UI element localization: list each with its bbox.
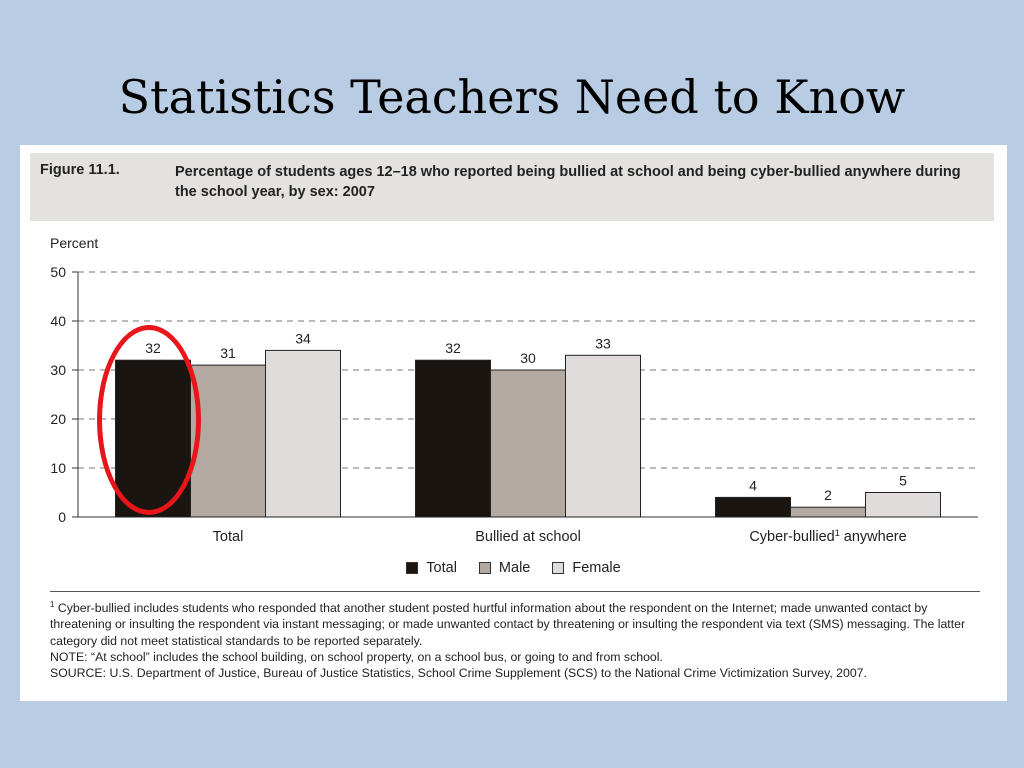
legend-label-male: Male: [498, 560, 531, 576]
data-label: 30: [520, 350, 536, 366]
footnote-divider: [50, 591, 980, 592]
bar-male: [491, 370, 566, 517]
legend-swatch-total: [406, 562, 418, 574]
bar-male: [191, 365, 266, 517]
data-label: 34: [295, 330, 311, 347]
highlight-circle: [97, 325, 201, 515]
data-label: 5: [899, 472, 907, 489]
x-category-label: Cyber-bullied$^1$ anywhere: [749, 528, 907, 545]
bar-total: [416, 360, 491, 517]
y-tick-label: 30: [50, 362, 66, 378]
legend-label-female: Female: [572, 560, 621, 576]
data-label: 33: [595, 335, 611, 352]
y-axis-label: Percent: [50, 235, 99, 251]
y-tick-label: 0: [58, 509, 66, 525]
footnote-marker: 1: [50, 600, 55, 609]
bar-female: [566, 355, 641, 517]
y-tick-label: 40: [50, 313, 66, 329]
figure-label: Figure 11.1.: [40, 162, 120, 178]
legend-item-male: [479, 560, 530, 576]
legend-item-total: [406, 560, 457, 576]
footnote-source: SOURCE: U.S. Department of Justice, Bureau of Justice Statistics, School Crime Supplement (SCS) to the National Crime Victimization Survey, 2007.: [50, 666, 867, 681]
y-tick-label: 10: [50, 460, 66, 476]
legend-swatch-female: [552, 562, 564, 574]
slide-title: Statistics Teachers Need to Know: [118, 70, 906, 124]
bar-male: [791, 507, 866, 517]
data-label: 31: [220, 345, 236, 362]
legend-label-total: Total: [426, 560, 457, 576]
y-tick-label: 20: [50, 411, 66, 427]
data-label: 32: [145, 340, 161, 357]
legend-item-female: [552, 560, 620, 576]
legend-swatch-male: [479, 562, 491, 574]
bar-female: [866, 493, 941, 518]
data-label: 4: [749, 477, 757, 494]
bar-female: [266, 350, 341, 517]
x-category-label: Total: [212, 529, 244, 545]
bar-total: [716, 497, 791, 517]
chart-legend: [20, 560, 1007, 576]
y-tick-label: 50: [50, 264, 66, 280]
figure-caption: Percentage of students ages 12–18 who reported being bullied at school and being cyber-bullied anywhere during the school year, by sex: 2007: [175, 164, 961, 200]
x-category-label: Bullied at school: [475, 529, 581, 545]
footnote-cyber-text: Cyber-bullied includes students who responded that another student posted hurtful information about the respondent on the Internet; made unwanted contact by threatening or insulting the respondent via instant messaging; or made unwanted contact by threatening or insulting the respondent via text (SMS) messaging. The latter category did not meet statistical standards to be reported separately.: [50, 601, 966, 648]
footnote-note: NOTE: “At school” includes the school building, on school property, on a school bus, or going to and from school.: [50, 649, 663, 664]
footnote-cyber: [50, 597, 980, 649]
data-label: 32: [445, 340, 461, 357]
footnotes: [50, 597, 980, 682]
data-label: 2: [824, 487, 832, 504]
